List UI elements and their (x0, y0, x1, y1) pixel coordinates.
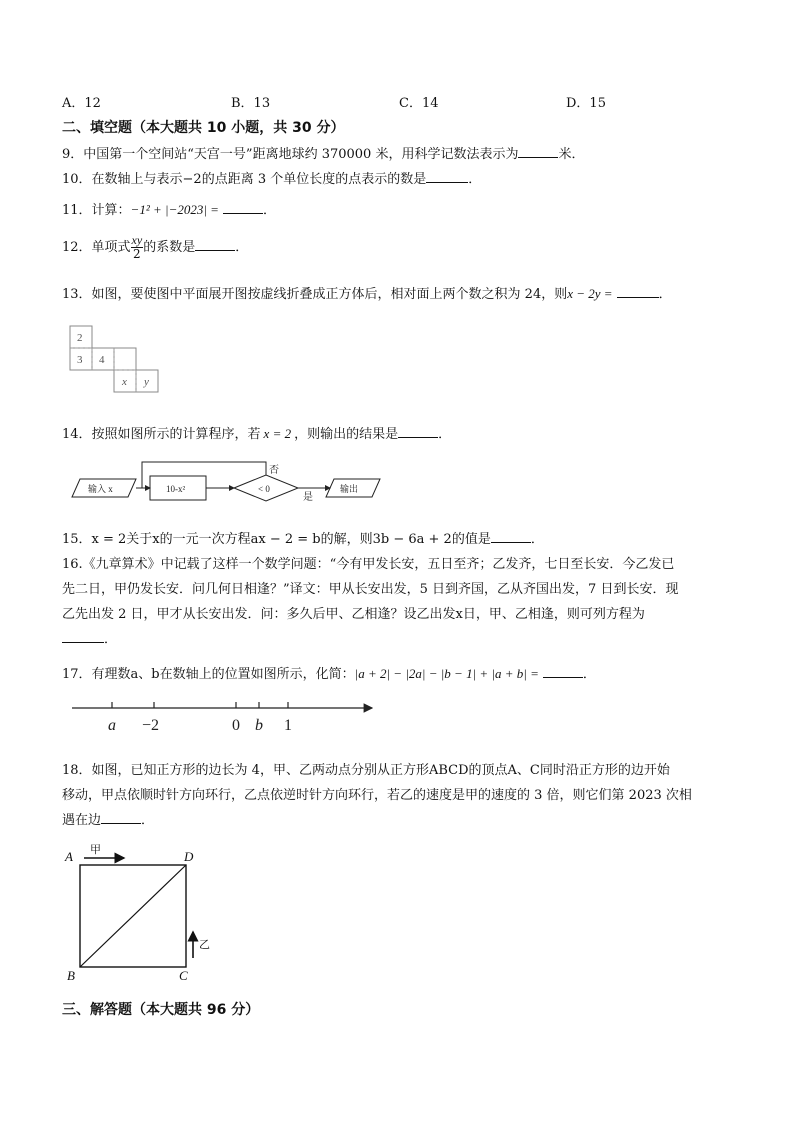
question-9 (62, 143, 584, 162)
diagonal-bd (80, 865, 186, 967)
question-18 (62, 758, 692, 833)
q15-post: ． (530, 532, 544, 547)
q17-text: 17．有理数a、b在数轴上的位置如图所示，化简： (62, 667, 355, 682)
net-label-y: y (144, 376, 149, 388)
q16-line-3: 乙先出发 2 日，甲才从长安出发．问：多久后甲、乙相逢？设乙出发x日，甲、乙相逢，则可列方程为 (62, 607, 645, 622)
label-b: b (255, 717, 263, 734)
question-14 (62, 423, 451, 442)
section-heading-fill-in: 二、填空题（本大题共 10 小题，共 30 分） (62, 120, 345, 136)
q16-post: ． (104, 632, 118, 647)
net-label-x: x (122, 376, 127, 388)
q18-line-3: 遇在边 (62, 813, 102, 828)
question-16 (62, 552, 678, 652)
flow-no-label: 否 (269, 465, 279, 476)
section-heading-solutions: 三、解答题（本大题共 96 分） (62, 1002, 260, 1018)
q18-line-1: 18．如图，已知正方形的边长为 4，甲、乙两动点分别从正方形ABCD的顶点A、C同时沿正方形的边开始 (62, 763, 670, 778)
q11-expression: −1² + |−2023| = (130, 202, 219, 217)
q17-expression: |a + 2| − |2a| − |b − 1| + |a + b| = (354, 666, 539, 681)
answer-blank (101, 811, 141, 824)
answer-blank (195, 238, 235, 251)
q18-post: ． (141, 813, 155, 828)
q12-text: 12．单项式 (62, 240, 131, 255)
q16-line-2: 先二日，甲仍发长安．问几何日相逢？”译文：甲从长安出发，5 日到齐国，乙从齐国出发，7 日到长安．现 (62, 582, 679, 597)
question-13 (62, 283, 672, 302)
answer-blank (426, 170, 468, 183)
q14-text: 14．按照如图所示的计算程序，若 (62, 427, 261, 442)
number-line-figure (70, 696, 380, 740)
q12-mid: 的系数是 (143, 240, 196, 255)
vertex-d: D (184, 849, 194, 864)
flow-yes-label: 是 (303, 492, 313, 503)
cube-net-figure (68, 324, 164, 404)
q12-fraction (131, 234, 144, 261)
question-11 (62, 199, 276, 218)
flowchart-figure (70, 458, 386, 508)
label-minus-2: −2 (142, 717, 160, 734)
net-label-2: 2 (77, 332, 83, 344)
answer-blank (518, 145, 558, 158)
label-yi: 乙 (199, 939, 210, 951)
net-label-4: 4 (99, 354, 105, 366)
label-jia: 甲 (90, 844, 101, 856)
square-figure (62, 840, 222, 985)
q13-post: ． (658, 287, 672, 302)
question-17 (62, 663, 596, 682)
net-face (114, 348, 136, 370)
q17-post: ． (582, 667, 596, 682)
q10-text: 10．在数轴上与表示−2的点距离 3 个单位长度的点表示的数是 (62, 172, 427, 187)
label-one: 1 (284, 717, 292, 734)
option-a: A．12 (62, 96, 101, 111)
q15-text: 15．x = 2关于x的一元一次方程ax − 2 = b的解，则3b − 6a + 2的值是 (62, 532, 491, 547)
q9-text: 9．中国第一个空间站“天宫一号”距离地球约 370000 米，用科学记数法表示为 (62, 147, 519, 162)
vertex-c: C (179, 968, 188, 983)
q14-post: ． (438, 427, 452, 442)
question-15 (62, 528, 544, 547)
q18-line-2: 移动，甲点依顺时针方向环行，乙点依逆时针方向环行，若乙的速度是甲的速度的 3 倍，则它们第 2023 次相 (62, 788, 692, 803)
answer-blank (491, 530, 531, 543)
answer-blank (543, 665, 583, 678)
label-a: a (108, 717, 116, 734)
flow-input-label: 输入 x (88, 484, 113, 494)
q12-post: ． (235, 240, 249, 255)
question-10 (62, 168, 481, 187)
vertex-b: B (67, 968, 75, 983)
option-d: D．15 (566, 96, 606, 111)
answer-blank (62, 630, 104, 643)
q16-line-1: 16.《九章算术》中记载了这样一个数学问题：“今有甲发长安，五日至齐；乙发齐，七日至长安．今乙发已 (62, 557, 675, 572)
answer-blank (398, 425, 438, 438)
answer-blank (617, 285, 659, 298)
net-label-3: 3 (77, 354, 83, 366)
q13-expression: x − 2y = (567, 286, 613, 301)
label-zero: 0 (232, 717, 240, 734)
q11-post: ． (262, 203, 276, 218)
flow-cond-label: < 0 (258, 484, 270, 494)
flow-output-label: 输出 (340, 484, 359, 494)
fraction-denominator: 2 (133, 247, 141, 261)
flow-calc-label: 10-x² (166, 484, 186, 494)
fraction-numerator: xy (131, 233, 143, 247)
answer-blank (223, 201, 263, 214)
q11-text: 11．计算： (62, 203, 131, 218)
option-c: C．14 (399, 96, 439, 111)
option-b: B．13 (231, 96, 271, 111)
q14-expression: x = 2 (263, 426, 292, 441)
vertex-a: A (65, 849, 73, 864)
q14-mid: ，则输出的结果是 (294, 427, 399, 442)
q10-post: ． (468, 172, 482, 187)
q9-post: 米． (558, 147, 585, 162)
q13-text: 13．如图，要使图中平面展开图按虚线折叠成正方体后，相对面上两个数之积为 24，则 (62, 287, 568, 302)
question-12 (62, 234, 248, 261)
